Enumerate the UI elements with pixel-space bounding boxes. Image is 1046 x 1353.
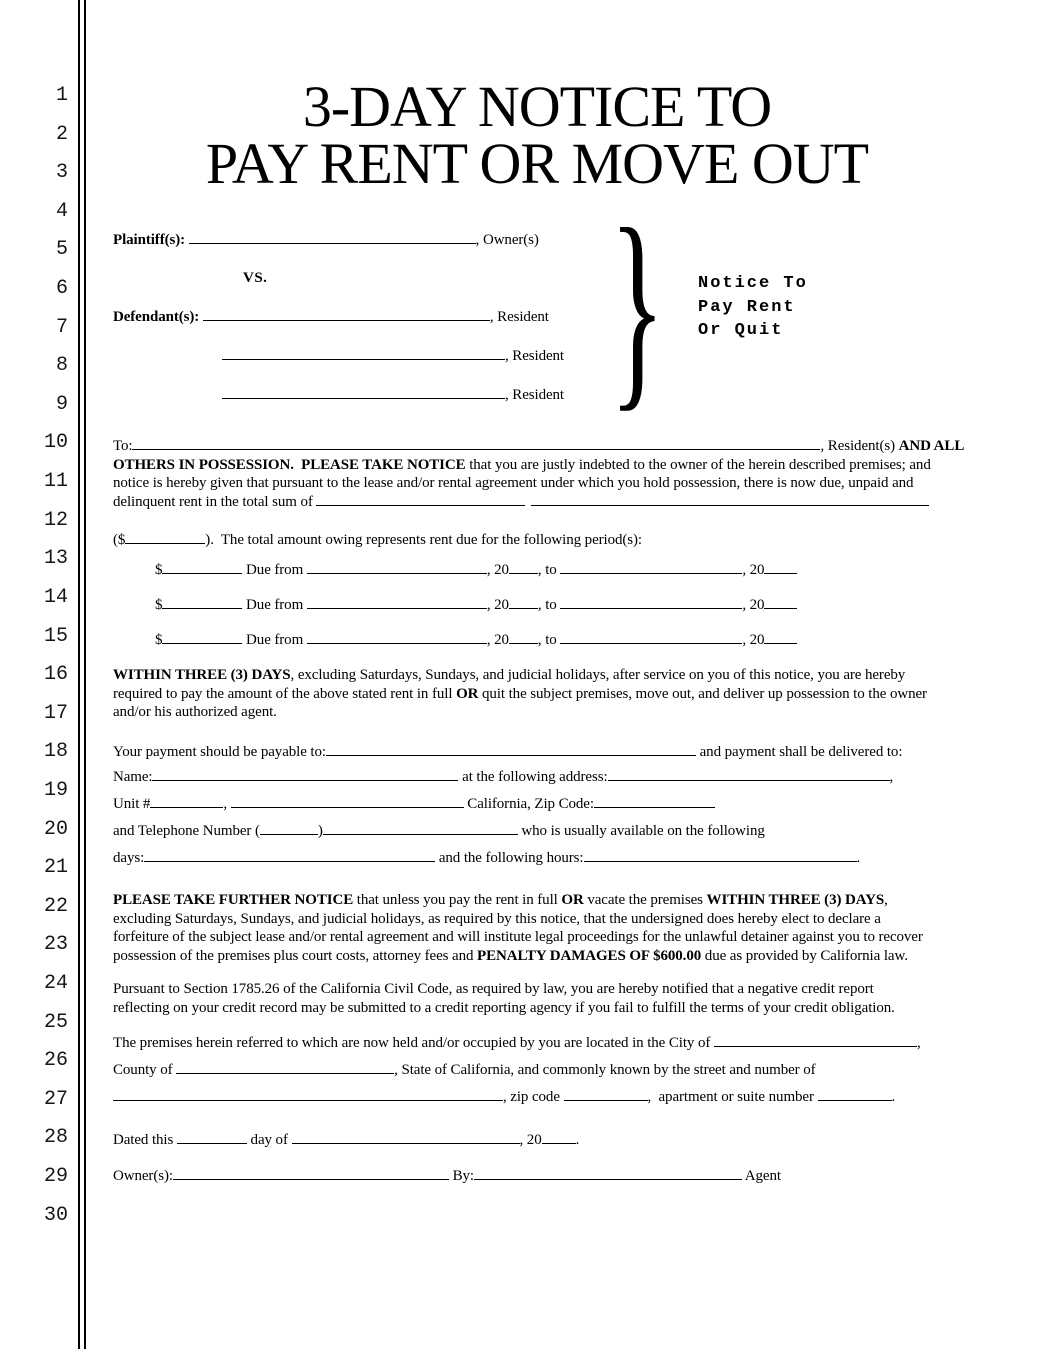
premises-county-line: [113, 1061, 816, 1080]
within-three-days-bold: WITHIN THREE (3) DAYS: [113, 667, 291, 683]
name-label: Name:: [113, 769, 153, 785]
period-end-blank: [560, 596, 742, 609]
payable-line: [113, 743, 902, 762]
resident-suffix: , Resident: [505, 387, 564, 403]
title-line-2: PAY RENT OR MOVE OUT: [205, 131, 869, 196]
dollar-sign: $: [155, 632, 163, 648]
premises-street-line: [113, 1088, 895, 1107]
days-hours-line: [113, 849, 860, 868]
text-run: The premises herein referred to which are now held and/or occupied by you are located in the City of: [113, 1035, 714, 1051]
text-run: reflecting on your credit record may be submitted to a credit reporting agency if you fail to fulfill the terms of your credit obligation.: [113, 1000, 895, 1016]
text-run: , 20: [742, 632, 765, 648]
plaintiff-row: [113, 231, 539, 250]
text-run: Pursuant to Section 1785.26 of the California Civil Code, as required by law, you are hereby notified that a negative credit report: [113, 981, 874, 997]
text-run: required to pay the amount of the above stated rent in full: [113, 685, 457, 702]
line-number: 1: [55, 84, 68, 107]
year-start-blank: [509, 631, 538, 644]
plaintiff-label: Plaintiff(s):: [113, 232, 186, 248]
or-bold: OR: [561, 892, 584, 908]
days-label: days:: [113, 850, 145, 866]
text-run: , 20: [742, 597, 765, 613]
county-label: County of: [113, 1062, 177, 1078]
and-all-bold: AND ALL: [898, 438, 965, 454]
total-amount-blank: [125, 531, 205, 544]
stamp-line-3: Or Quit: [698, 321, 784, 340]
stamp-line-2: Pay Rent: [698, 297, 796, 317]
period-end-blank: [560, 561, 742, 574]
please-take-notice-bold: OTHERS IN POSSESSION. PLEASE TAKE NOTICE: [113, 456, 466, 473]
unit-label: Unit #: [113, 796, 151, 812]
page-title: [113, 74, 961, 196]
resident-suffix: , Resident: [489, 309, 549, 325]
notice-type-stamp: [698, 272, 808, 343]
payment-zip-blank: [594, 795, 715, 808]
text-run: , 20: [486, 597, 509, 613]
owner-label: Owner(s):: [113, 1168, 173, 1184]
text-run: who is usually available on the following: [517, 823, 765, 839]
text-run: Your payment should be payable to:: [113, 744, 326, 760]
year-end-blank: [764, 561, 797, 574]
line-number: 3: [55, 161, 68, 185]
available-hours-blank: [584, 849, 857, 862]
text-run: ). The total amount owing represents rent due for the following period(s):: [205, 532, 642, 548]
defendant-row-2: [222, 347, 564, 366]
line-number: 10: [43, 431, 68, 455]
payment-city-blank: [231, 795, 464, 808]
dated-day-blank: [177, 1131, 247, 1144]
owner-suffix: , Owner(s): [475, 232, 539, 248]
period-start-blank: [307, 596, 487, 609]
due-from-label: Due from: [242, 597, 307, 613]
line-number: 30: [43, 1203, 68, 1227]
premises-zip-blank: [564, 1088, 648, 1101]
line-number: 27: [43, 1087, 68, 1111]
to-line-3: [113, 474, 964, 493]
line-number: 29: [43, 1165, 68, 1189]
text-run: California, Zip Code:: [463, 796, 594, 812]
city-blank: [714, 1034, 917, 1047]
premises-city-line: [113, 1034, 921, 1053]
year-end-blank: [764, 631, 797, 644]
text-run: delinquent rent in the total sum of: [113, 493, 317, 510]
text-run: ,: [223, 796, 231, 812]
line-number: 20: [43, 817, 68, 841]
text-run: , apartment or suite number: [647, 1089, 818, 1105]
line-number: 6: [55, 277, 68, 301]
text-run: , 20: [519, 1132, 542, 1148]
to-line-4: [113, 493, 964, 512]
defendant2-name-blank: [222, 347, 505, 360]
total-sum-blank-2: [531, 493, 929, 506]
defendant-label: Defendant(s):: [113, 309, 200, 325]
text-run: , excluding Saturdays, Sundays, and judicial holidays, after service on you of this notice, you are hereby: [290, 667, 906, 683]
dated-month-blank: [292, 1131, 520, 1144]
county-blank: [176, 1061, 394, 1074]
text-run: .: [891, 1089, 896, 1105]
defendant-name-blank: [203, 308, 490, 321]
dated-line: [113, 1131, 579, 1150]
line-number: 11: [43, 470, 68, 494]
credit-report-paragraph: [113, 980, 895, 1018]
year-start-blank: [509, 596, 538, 609]
further-line-3: [113, 928, 923, 947]
rent-period-row-2: [155, 596, 797, 615]
text-run: day of: [246, 1132, 292, 1148]
text-run: , 20: [486, 632, 509, 648]
text-run: .: [856, 850, 861, 866]
credit-line-1: [113, 980, 895, 999]
text-run: .: [575, 1132, 580, 1148]
defendant-row: [113, 308, 549, 327]
payee-name-blank: [152, 768, 458, 781]
line-number: 7: [55, 315, 68, 339]
text-run: vacate the premises: [583, 892, 707, 908]
dated-year-blank: [542, 1131, 576, 1144]
line-number: 26: [43, 1049, 68, 1073]
within-line-3: [113, 703, 927, 722]
agent-label: Agent: [741, 1168, 781, 1184]
line-number: 2: [55, 122, 68, 146]
text-run: that unless you pay the rent in full: [353, 892, 562, 908]
line-number: 21: [43, 856, 68, 880]
caption-brace: }: [609, 184, 665, 430]
text-run: quit the subject premises, move out, and deliver up possession to the owner: [478, 685, 927, 702]
text-run: , State of California, and commonly known by the street and number of: [394, 1062, 816, 1078]
to-paragraph: [113, 437, 964, 511]
defendant3-name-blank: [222, 386, 505, 399]
text-run: ($: [113, 532, 126, 548]
further-notice-paragraph: [113, 891, 923, 965]
text-run: Dated this: [113, 1132, 177, 1148]
within-three-days-bold: WITHIN THREE (3) DAYS: [706, 892, 885, 908]
due-from-label: Due from: [242, 632, 307, 648]
further-notice-bold: PLEASE TAKE FURTHER NOTICE: [113, 892, 354, 908]
text-run: at the following address:: [458, 769, 608, 785]
text-run: and/or his authorized agent.: [113, 704, 277, 721]
payment-address-blank: [608, 768, 890, 781]
resident-suffix: , Resident: [505, 348, 564, 364]
owner-signature-line: [113, 1167, 781, 1186]
line-number: 23: [43, 933, 68, 957]
unit-number-blank: [150, 795, 223, 808]
dollar-sign: $: [155, 562, 163, 578]
penalty-damages-bold: PENALTY DAMAGES OF $600.00: [477, 947, 702, 964]
credit-line-2: [113, 999, 895, 1018]
agent-signature-blank: [474, 1167, 742, 1180]
period-end-blank: [560, 631, 742, 644]
text-run: , to: [537, 562, 561, 578]
further-line-2: [113, 910, 923, 929]
street-address-blank: [113, 1088, 503, 1101]
further-line-4: [113, 947, 923, 966]
year-start-blank: [509, 561, 538, 574]
line-number: 28: [43, 1126, 68, 1150]
rent-amount-blank: [162, 631, 242, 644]
text-run: ,: [889, 769, 894, 785]
line-number: 19: [43, 778, 68, 802]
pleading-rule-right: [84, 0, 86, 1349]
text-run: , 20: [486, 562, 509, 578]
line-number: 13: [43, 547, 68, 571]
line-number: 8: [55, 354, 68, 378]
title-line-1: 3-DAY NOTICE TO: [302, 74, 772, 139]
line-number: 22: [43, 894, 68, 918]
within-line-2: [113, 685, 927, 704]
apartment-number-blank: [818, 1088, 892, 1101]
line-number: 9: [55, 392, 68, 416]
period-start-blank: [307, 561, 487, 574]
text-run: and payment shall be delivered to:: [695, 744, 903, 760]
to-recipient-blank: [132, 437, 820, 450]
due-from-label: Due from: [242, 562, 307, 578]
line-number: 16: [43, 663, 68, 687]
phone-number-blank: [323, 822, 518, 835]
rent-period-row-3: [155, 631, 797, 650]
plaintiff-name-blank: [189, 231, 476, 244]
rent-period-row-1: [155, 561, 797, 580]
text-run: , zip code: [503, 1089, 564, 1105]
line-number: 14: [43, 585, 68, 609]
line-number: 12: [43, 508, 68, 532]
by-label: By:: [448, 1168, 474, 1184]
unit-line: [113, 795, 715, 814]
dollar-sign: $: [155, 597, 163, 613]
payee-name-line: [113, 768, 893, 787]
pleading-rule-left: [78, 0, 80, 1349]
text-run: notice is hereby given that pursuant to the lease and/or rental agreement under which you hold possession, there is now due, unpaid and: [113, 475, 914, 492]
phone-line: [113, 822, 765, 841]
line-number: 4: [55, 199, 68, 223]
to-line-1: [113, 437, 964, 456]
line-number: 15: [43, 624, 68, 648]
line-number: 24: [43, 972, 68, 996]
area-code-blank: [260, 822, 318, 835]
total-amount-line: [113, 531, 642, 550]
text-run: , 20: [742, 562, 765, 578]
year-end-blank: [764, 596, 797, 609]
to-line-2: [113, 456, 964, 475]
rent-amount-blank: [162, 596, 242, 609]
text-run: , Resident(s): [820, 438, 899, 454]
to-label: To:: [113, 438, 133, 454]
line-number: 5: [55, 238, 68, 262]
defendant-row-3: [222, 386, 564, 405]
within-line-1: [113, 666, 927, 685]
available-days-blank: [144, 849, 435, 862]
or-bold: OR: [456, 685, 479, 702]
text-run: ,: [916, 1035, 921, 1051]
text-run: possession of the premises plus court costs, attorney fees and: [113, 947, 478, 964]
stamp-line-1: Notice To: [698, 274, 808, 293]
line-number-column: [0, 77, 68, 1235]
further-line-1: [113, 891, 923, 910]
text-run: excluding Saturdays, Sundays, and judicial holidays, as required by this notice, that the undersigned does hereby elect to declare a: [113, 910, 881, 927]
text-run: forfeiture of the subject lease and/or rental agreement and will institute legal proceedings for the unlawful detainer against you to recover: [113, 929, 923, 946]
within-three-days-paragraph: [113, 666, 927, 722]
text-run: ): [317, 823, 323, 839]
text-run: and the following hours:: [435, 850, 584, 866]
text-run: and Telephone Number (: [113, 823, 260, 839]
text-run: ,: [884, 892, 888, 908]
vs-label: VS.: [243, 270, 268, 286]
rent-amount-blank: [162, 561, 242, 574]
line-number: 18: [43, 740, 68, 764]
text-run: due as provided by California law.: [701, 947, 908, 964]
owner-signature-blank: [173, 1167, 449, 1180]
total-sum-blank-1: [316, 493, 525, 506]
line-number: 17: [43, 701, 68, 725]
text-run: , to: [537, 632, 561, 648]
payable-to-blank: [326, 743, 696, 756]
period-start-blank: [307, 631, 487, 644]
line-number: 25: [43, 1010, 68, 1034]
text-run: , to: [537, 597, 561, 613]
text-run: that you are justly indebted to the owner of the herein described premises; and: [465, 456, 931, 473]
